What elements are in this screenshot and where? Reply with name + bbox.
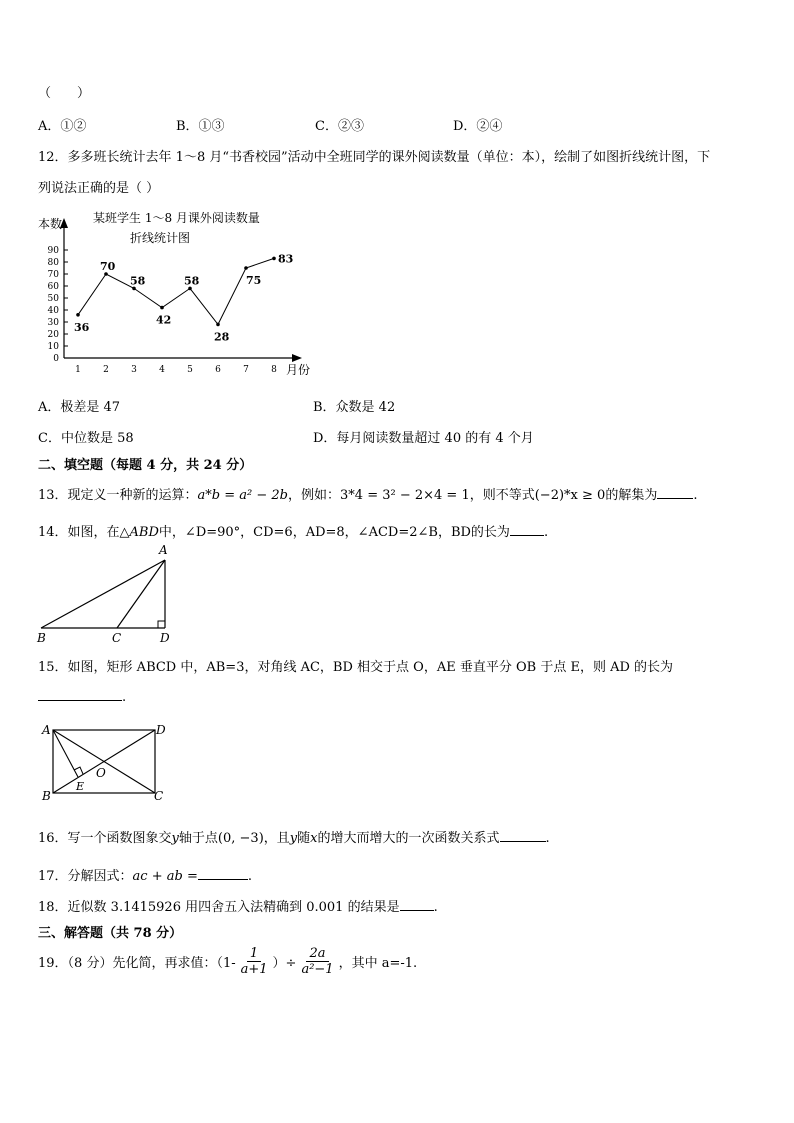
q13-definition: a*b = a² − 2b	[197, 488, 288, 503]
q18-line	[38, 896, 438, 915]
chart-data-label: 83	[278, 252, 294, 266]
q16-mid2: ，且	[263, 831, 290, 846]
chart-x-tick-label: 4	[159, 365, 165, 375]
q14-tail: .	[543, 525, 549, 540]
q14-segment-ab	[41, 560, 165, 628]
q12-stem-line1: 12．多多班长统计去年 1～8 月“书香校园”活动中全班同学的课外阅读数量（单位：本），绘制了如图折线统计图，下	[38, 150, 711, 165]
q15-label-b: B	[42, 789, 51, 803]
chart-x-tick-label: 7	[243, 365, 249, 375]
chart-data-label: 36	[74, 320, 90, 334]
q16-x-var: x	[310, 831, 318, 846]
chart-x-tick-label: 6	[215, 365, 221, 375]
q19-fraction-2	[298, 946, 336, 977]
q13-inequality: (−2)*x ≥ 0	[534, 488, 606, 503]
reading-line-chart	[38, 206, 318, 381]
q18-text: 18．近似数 3.1415926 用四舍五入法精确到 0.001 的结果是	[38, 900, 400, 915]
q13-tail: .	[693, 488, 698, 503]
q19-post: ，其中 a=-1.	[338, 955, 418, 971]
q17-tail: .	[247, 869, 252, 884]
q15-label-a: A	[42, 723, 51, 737]
q14-pre: 14．如图，在	[38, 525, 120, 540]
q16-tail: .	[545, 831, 550, 846]
q14-triangle-figure	[33, 540, 183, 644]
q15-label-d: D	[156, 723, 166, 737]
q11-option-b: B．①③	[176, 119, 225, 134]
q17-equals: =	[186, 869, 198, 884]
chart-y-tick-label: 50	[47, 294, 59, 304]
chart-title-line1: 某班学生 1～8 月课外阅读数量	[93, 211, 260, 225]
chart-y-tick-label: 60	[47, 282, 59, 292]
q17-pre: 17．分解因式：	[38, 869, 133, 884]
q15-answer-blank[interactable]	[38, 688, 122, 701]
q16-point: (0, −3)	[217, 831, 264, 846]
chart-y-label: 本数	[38, 217, 63, 231]
section3-title: 三、解答题（共 78 分）	[38, 926, 183, 941]
chart-x-label: 月份	[286, 363, 311, 377]
q15-tail: .	[122, 690, 127, 705]
q15-answer-line	[38, 688, 126, 705]
q13-line	[38, 484, 697, 503]
q13-pre: 13．现定义一种新的运算：	[38, 488, 198, 503]
chart-data-label: 28	[214, 330, 230, 344]
chart-data-point	[160, 306, 164, 310]
chart-x-tick-label: 3	[131, 365, 137, 375]
chart-y-tick-label: 80	[47, 258, 59, 268]
q17-answer-blank[interactable]	[198, 867, 248, 880]
chart-data-point	[244, 266, 248, 270]
q16-mid3: 随	[297, 831, 311, 846]
q17-line	[38, 865, 252, 884]
chart-data-label: 75	[246, 274, 262, 287]
q12-option-d: D．每月阅读数量超过 40 的有 4 个月	[313, 431, 534, 446]
chart-y-tick-label: 0	[53, 354, 59, 364]
q14-answer-blank[interactable]	[510, 523, 544, 536]
q19-mid: ）÷	[272, 955, 297, 971]
q13-end: 的解集为	[605, 488, 658, 503]
chart-y-tick-label: 20	[47, 330, 59, 340]
chart-x-axis-arrow	[292, 354, 302, 362]
q11-paren: （ ）	[38, 86, 91, 101]
q13-mid: ，例如：	[288, 488, 341, 503]
q14-label-d: D	[160, 631, 170, 644]
chart-y-tick-label: 30	[47, 318, 59, 328]
q17-expression: ac + ab	[132, 869, 183, 884]
chart-y-tick-label: 90	[47, 246, 59, 256]
q19-fraction-2-numerator: 2a	[306, 946, 328, 962]
q16-pre: 16．写一个函数图象交	[38, 831, 172, 846]
q14-label-c: C	[112, 631, 122, 644]
section2-title: 二、填空题（每题 4 分，共 24 分）	[38, 458, 253, 473]
q15-label-e: E	[76, 780, 85, 793]
q12-option-b: B．众数是 42	[313, 400, 396, 415]
q14-triangle: △ABD	[119, 525, 159, 540]
q16-answer-blank[interactable]	[500, 829, 546, 842]
q18-tail: .	[433, 900, 438, 915]
q19-fraction-2-denominator: a²−1	[301, 961, 334, 977]
q19-pre: 19．（8 分）先化简，再求值：（1-	[38, 955, 236, 971]
q14-segment-ac	[117, 560, 165, 628]
q19-fraction-1	[238, 946, 271, 977]
q16-mid1: 轴于点	[178, 831, 218, 846]
q13-example: 3*4 = 3² − 2×4 = 1	[340, 488, 470, 503]
q13-answer-blank[interactable]	[657, 486, 693, 499]
q14-conditions: 中，∠D=90°，CD=6，AD=8，∠ACD=2∠B，BD	[158, 525, 471, 540]
q16-post: 的增大而增大的一次函数关系式	[317, 831, 500, 846]
q15-text: 15．如图，矩形 ABCD 中，AB=3，对角线 AC，BD 相交于点 O，AE 垂直平分 OB 于点 E，则 AD 的长为	[38, 660, 674, 675]
chart-data-label: 58	[184, 274, 200, 288]
q14-label-b: B	[37, 631, 46, 644]
q15-label-c: C	[154, 789, 164, 803]
chart-x-tick-label: 1	[75, 365, 81, 375]
chart-data-point	[76, 313, 80, 317]
q15-rectangle-figure	[38, 720, 173, 804]
q15-label-o: O	[96, 766, 106, 780]
chart-data-label: 70	[100, 260, 116, 273]
chart-x-tick-label: 5	[187, 365, 193, 375]
q14-post: 的长为	[470, 525, 510, 540]
chart-x-tick-label: 2	[103, 365, 109, 375]
q11-option-c: C．②③	[315, 119, 364, 134]
chart-x-tick-label: 8	[271, 365, 277, 375]
q11-option-d: D．②④	[453, 119, 503, 134]
q19-fraction-1-denominator: a+1	[240, 961, 268, 977]
q14-right-angle-mark	[158, 621, 165, 628]
chart-title-line2: 折线统计图	[130, 231, 191, 245]
q12-stem-line2: 列说法正确的是（ ）	[38, 181, 160, 196]
q16-y-axis-var: y	[171, 831, 179, 846]
q12-option-a: A．极差是 47	[38, 400, 121, 415]
q19-fraction-1-numerator: 1	[247, 946, 261, 962]
q18-answer-blank[interactable]	[400, 898, 434, 911]
q16-line	[38, 827, 550, 846]
q19-line	[38, 943, 417, 979]
chart-data-point	[272, 257, 276, 261]
q11-option-a: A．①②	[38, 119, 87, 134]
chart-data-label: 42	[156, 313, 172, 327]
q16-y-var: y	[289, 831, 298, 846]
q14-label-a: A	[159, 543, 168, 557]
chart-y-tick-label: 40	[47, 306, 59, 316]
chart-y-tick-label: 10	[47, 342, 59, 352]
q13-post: ，则不等式	[469, 488, 535, 503]
chart-data-label: 58	[130, 274, 146, 288]
q12-option-c: C．中位数是 58	[38, 431, 134, 446]
chart-y-tick-label: 70	[47, 270, 59, 280]
chart-data-point	[216, 323, 220, 327]
q14-line	[38, 521, 548, 540]
